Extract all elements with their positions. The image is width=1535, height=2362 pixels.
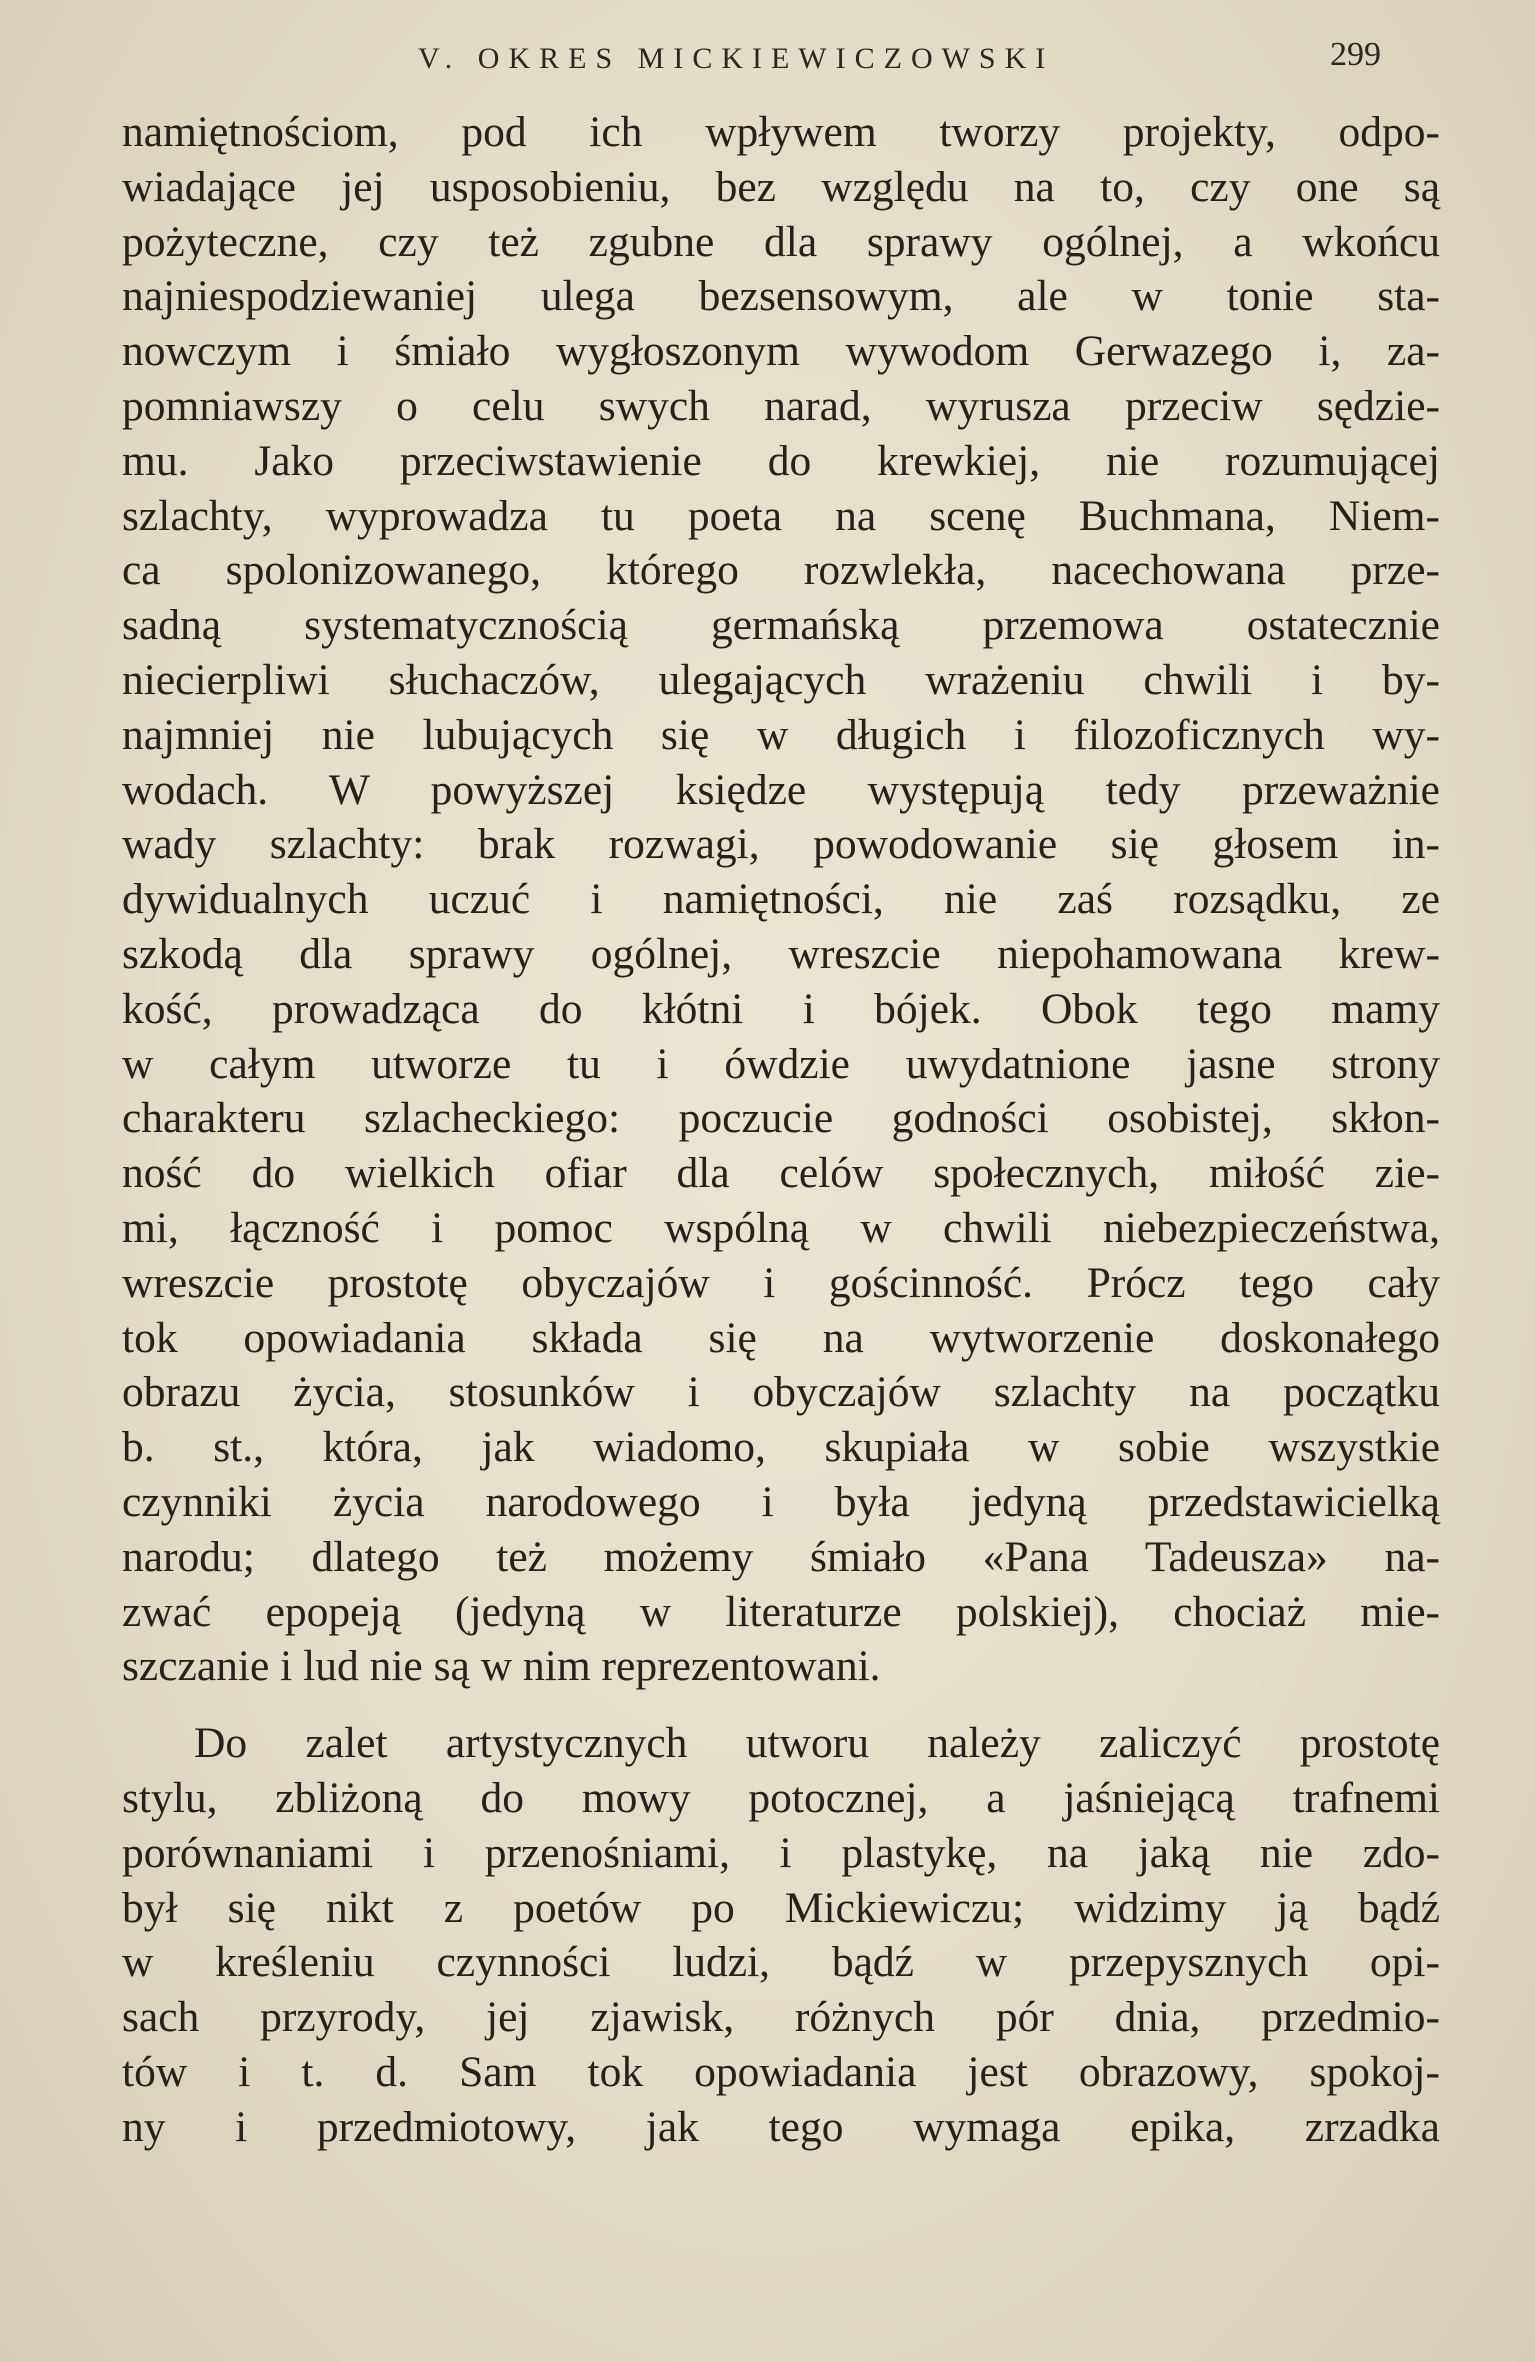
text-line: w kreśleniu czynności ludzi, bądź w przepysznych opi- <box>122 1938 1440 1987</box>
text-line: namiętnościom, pod ich wpływem tworzy projekty, odpo- <box>122 108 1440 156</box>
text-line: narodu; dlatego też możemy śmiało «Pana Tadeusza» na- <box>122 1532 1440 1581</box>
body-text <box>122 105 1440 2154</box>
text-line: sach przyrody, jej zjawisk, różnych pór dnia, przedmio- <box>122 1993 1440 2042</box>
text-line: pożyteczne, czy też zgubne dla sprawy ogólnej, a wkońcu <box>122 217 1440 266</box>
page-number: 299 <box>1330 36 1381 73</box>
text-line: ca spolonizowanego, którego rozwlekła, nacechowana prze- <box>122 546 1440 595</box>
text-line: obrazu życia, stosunków i obyczajów szlachty na początku <box>122 1368 1440 1417</box>
text-line: kość, prowadząca do kłótni i bójek. Obok tego mamy <box>122 984 1440 1033</box>
text-line: wodach. W powyższej księdze występują tedy przeważnie <box>122 765 1440 814</box>
text-line: b. st., która, jak wiadomo, skupiała w sobie wszystkie <box>122 1423 1440 1472</box>
text-line: sadną systematycznością germańską przemowa ostatecznie <box>122 601 1440 650</box>
text-line: tok opowiadania składa się na wytworzenie doskonałego <box>122 1313 1440 1362</box>
text-line: wiadające jej usposobieniu, bez względu na to, czy one są <box>122 162 1440 211</box>
text-line: charakteru szlacheckiego: poczucie godności osobistej, skłon- <box>122 1094 1440 1143</box>
text-line: był się nikt z poetów po Mickiewiczu; widzimy ją bądź <box>122 1883 1440 1932</box>
text-line: najniespodziewaniej ulega bezsensowym, ale w tonie sta- <box>122 272 1440 321</box>
text-line: szkodą dla sprawy ogólnej, wreszcie niepohamowana krew- <box>122 929 1440 978</box>
text-line: pomniawszy o celu swych narad, wyrusza przeciw sędzie- <box>122 381 1440 430</box>
paragraph-first-line: Do zalet artystycznych utworu należy zaliczyć prostotę <box>194 1719 1440 1768</box>
text-line: dywidualnych uczuć i namiętności, nie zaś rozsądku, ze <box>122 875 1440 924</box>
text-line: czynniki życia narodowego i była jedyną przedstawicielką <box>122 1477 1440 1526</box>
text-line: wady szlachty: brak rozwagi, powodowanie się głosem in- <box>122 820 1440 869</box>
text-line: wreszcie prostotę obyczajów i gościnność. Prócz tego cały <box>122 1258 1440 1307</box>
text-line: zwać epopeją (jedyną w literaturze polskiej), chociaż mie- <box>122 1587 1440 1636</box>
text-line: szlachty, wyprowadza tu poeta na scenę Buchmana, Niem- <box>122 491 1440 540</box>
text-line: stylu, zbliżoną do mowy potocznej, a jaśniejącą trafnemi <box>122 1773 1440 1822</box>
text-line: w całym utworze tu i ówdzie uwydatnione jasne strony <box>122 1039 1440 1088</box>
paragraph-last-line: szczanie i lud nie są w nim reprezentowani. <box>122 1642 881 1691</box>
text-line: ny i przedmiotowy, jak tego wymaga epika, zrzadka <box>122 2102 1440 2151</box>
text-line: nowczym i śmiało wygłoszonym wywodom Gerwazego i, za- <box>122 327 1440 376</box>
text-line: najmniej nie lubujących się w długich i filozoficznych wy- <box>122 710 1440 759</box>
running-title: V. OKRES MICKIEWICZOWSKI <box>418 42 1055 75</box>
running-head <box>0 30 1535 90</box>
text-line: niecierpliwi słuchaczów, ulegających wrażeniu chwili i by- <box>122 655 1440 704</box>
text-line: mi, łączność i pomoc wspólną w chwili niebezpieczeństwa, <box>122 1203 1440 1252</box>
text-line: porównaniami i przenośniami, i plastykę, na jaką nie zdo- <box>122 1828 1440 1877</box>
text-line: mu. Jako przeciwstawienie do krewkiej, nie rozumującej <box>122 436 1440 485</box>
text-line: tów i t. d. Sam tok opowiadania jest obrazowy, spokoj- <box>122 2047 1440 2096</box>
text-line: ność do wielkich ofiar dla celów społecznych, miłość zie- <box>122 1149 1440 1198</box>
